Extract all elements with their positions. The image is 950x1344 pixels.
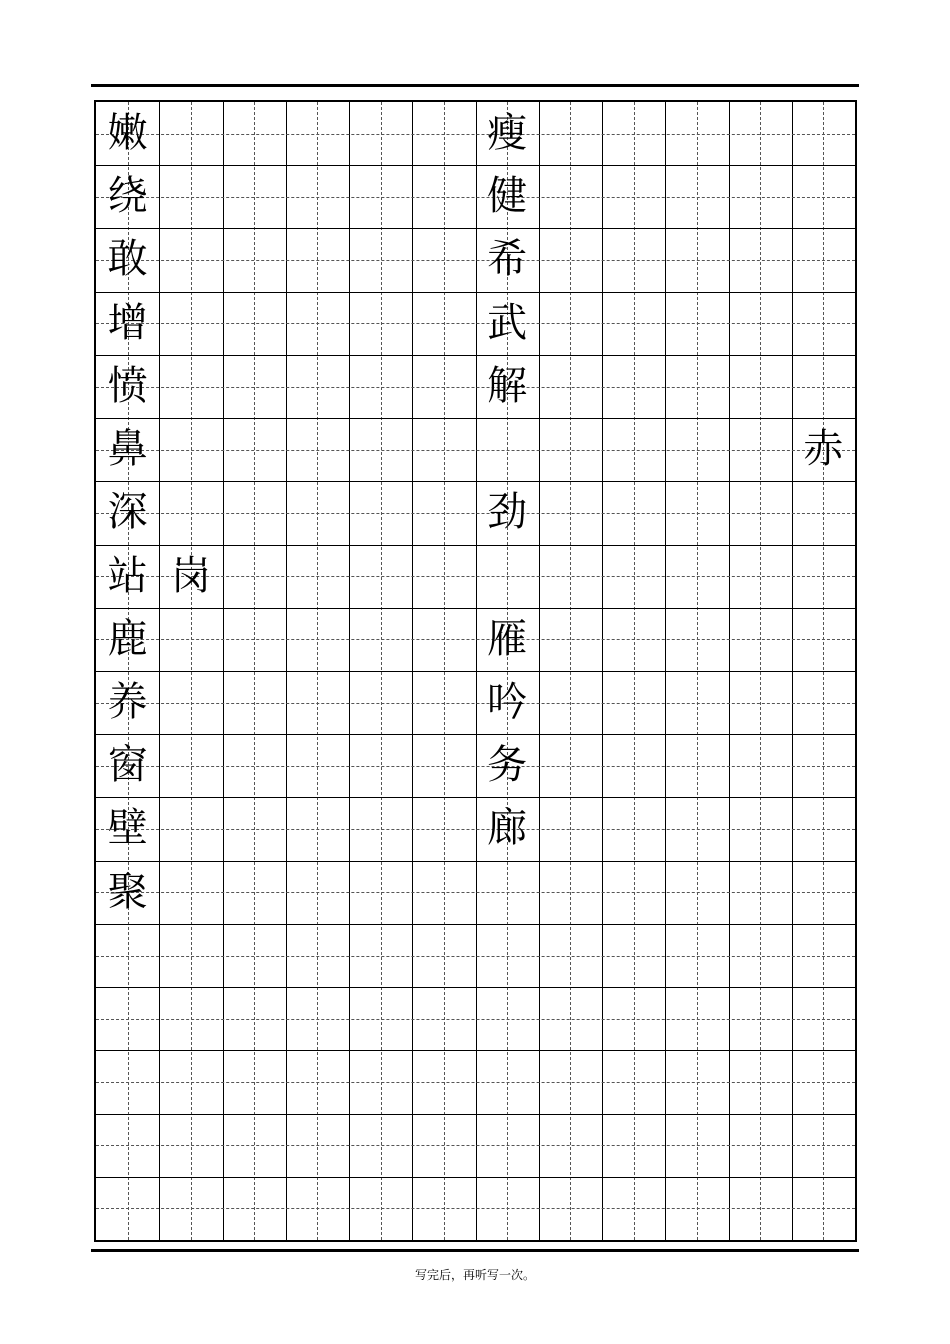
bottom-rule [91,1249,859,1252]
grid-character: 廊 [487,805,528,852]
grid-character: 嫩 [107,110,148,156]
grid-character: 劲 [487,489,528,536]
grid-character: 站 [107,552,148,599]
grid-row-guide [96,892,855,893]
grid-row-guide [96,956,855,957]
writing-grid [94,100,857,1242]
grid-character: 解 [487,362,528,409]
grid-character: 窗 [107,742,148,789]
grid-character: 希 [487,236,528,283]
footer-instruction: 写完后，再听写一次。 [414,1268,535,1282]
grid-row-guide [96,1019,855,1020]
grid-character: 鼻 [107,426,148,473]
grid-row-line [96,1050,855,1051]
grid-character: 赤 [803,426,844,473]
grid-character: 深 [107,489,148,536]
grid-character: 绕 [107,173,148,220]
grid-row-line [96,861,855,862]
top-rule [91,84,859,87]
grid-row-guide [96,1208,855,1209]
grid-character: 聚 [107,868,148,915]
grid-character: 养 [107,679,148,725]
grid-row-line [96,1114,855,1115]
grid-row-line [96,924,855,925]
grid-row-line [96,1177,855,1178]
grid-character: 瘦 [487,110,528,156]
grid-row-guide [96,450,855,451]
grid-character: 雁 [487,615,528,662]
grid-character: 壁 [107,805,148,852]
grid-character: 鹿 [107,615,148,662]
grid-character: 敢 [107,236,148,283]
grid-row-guide [96,1145,855,1146]
grid-row-line [96,418,855,419]
grid-character: 增 [107,299,148,346]
grid-character: 务 [487,742,528,789]
grid-character: 健 [487,173,528,220]
grid-character: 愤 [107,362,148,409]
grid-character: 岗 [170,552,211,599]
grid-character: 吟 [487,679,528,725]
grid-row-line [96,987,855,988]
grid-row-guide [96,1082,855,1083]
grid-character: 武 [487,299,528,346]
